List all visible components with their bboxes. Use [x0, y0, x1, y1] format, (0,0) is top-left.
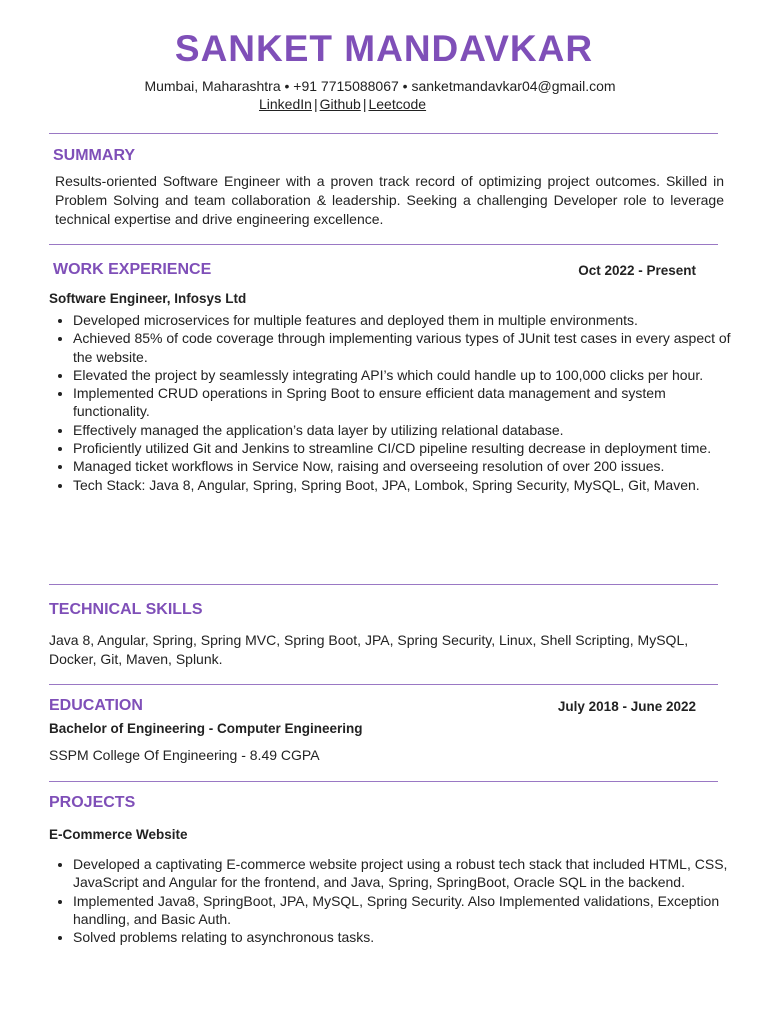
summary-text: Results-oriented Software Engineer with a proven track record of optimizing project outcomes. Skilled in Problem Solving and team collaboration & leadership. Seeking a challenging Developer role to leverage technical expertise and drive engineering excellence.	[55, 173, 724, 227]
link-separator: |	[313, 96, 318, 112]
project-name: E-Commerce Website	[49, 827, 188, 842]
list-item: • Elevated the project by seamlessly integrating API’s which could handle up to 100,000 clicks per hour.	[73, 366, 733, 384]
profile-links	[259, 96, 426, 112]
list-item: • Tech Stack: Java 8, Angular, Spring, Spring Boot, JPA, Lombok, Spring Security, MySQL, Git, Maven.	[73, 476, 733, 494]
experience-date: Oct 2022 - Present	[578, 263, 696, 278]
list-item: • Developed microservices for multiple features and deployed them in multiple environments.	[73, 311, 733, 329]
github-link[interactable]: Github	[319, 96, 361, 112]
summary-heading: SUMMARY	[53, 147, 136, 164]
skills-text: Java 8, Angular, Spring, Spring MVC, Spring Boot, JPA, Spring Security, Linux, Shell Scripting, MySQL, Docker, Git, Maven, Splunk.	[49, 632, 689, 667]
list-item: • Implemented Java8, SpringBoot, JPA, MySQL, Spring Security. Also Implemented validations, Exception handling, and Basic Auth.	[73, 892, 733, 929]
section-divider	[49, 684, 718, 685]
list-item: • Solved problems relating to asynchronous tasks.	[73, 928, 733, 946]
section-divider	[49, 584, 718, 585]
list-item: • Effectively managed the application’s data layer by utilizing relational database.	[73, 421, 733, 439]
technical-skills-heading: TECHNICAL SKILLS	[49, 601, 203, 618]
section-divider	[49, 244, 718, 245]
project-bullets	[49, 855, 733, 946]
list-item: • Developed a captivating E-commerce website project using a robust tech stack that included HTML, CSS, JavaScript and Angular for the frontend, and Java, Spring, SpringBoot, Oracle SQL in the backend.	[73, 855, 733, 892]
section-divider	[49, 133, 718, 134]
list-item: • Proficiently utilized Git and Jenkins to streamline CI/CD pipeline resulting decrease in deployment time.	[73, 439, 733, 457]
contact-info: Mumbai, Maharashtra • +91 7715088067 • sanketmandavkar04@gmail.com	[144, 78, 616, 94]
education-degree: Bachelor of Engineering - Computer Engineering	[49, 721, 363, 736]
experience-role: Software Engineer, Infosys Ltd	[49, 291, 247, 306]
education-heading: EDUCATION	[49, 697, 143, 714]
work-experience-heading: WORK EXPERIENCE	[53, 261, 212, 278]
list-item: • Managed ticket workflows in Service Now, raising and overseeing resolution of over 200 issues.	[73, 457, 733, 475]
leetcode-link[interactable]: Leetcode	[368, 96, 427, 112]
candidate-name: SANKET MANDAVKAR	[174, 28, 594, 69]
experience-bullets	[49, 311, 733, 494]
education-college: SSPM College Of Engineering - 8.49 CGPA	[49, 747, 320, 763]
list-item: • Achieved 85% of code coverage through implementing various types of JUnit test cases in every aspect of the website.	[73, 329, 733, 366]
linkedin-link[interactable]: LinkedIn	[259, 96, 312, 112]
projects-heading: PROJECTS	[49, 794, 136, 811]
link-separator: |	[362, 96, 367, 112]
list-item: • Implemented CRUD operations in Spring Boot to ensure efficient data management and system functionality.	[73, 384, 733, 421]
section-divider	[49, 781, 718, 782]
education-date: July 2018 - June 2022	[557, 699, 696, 714]
